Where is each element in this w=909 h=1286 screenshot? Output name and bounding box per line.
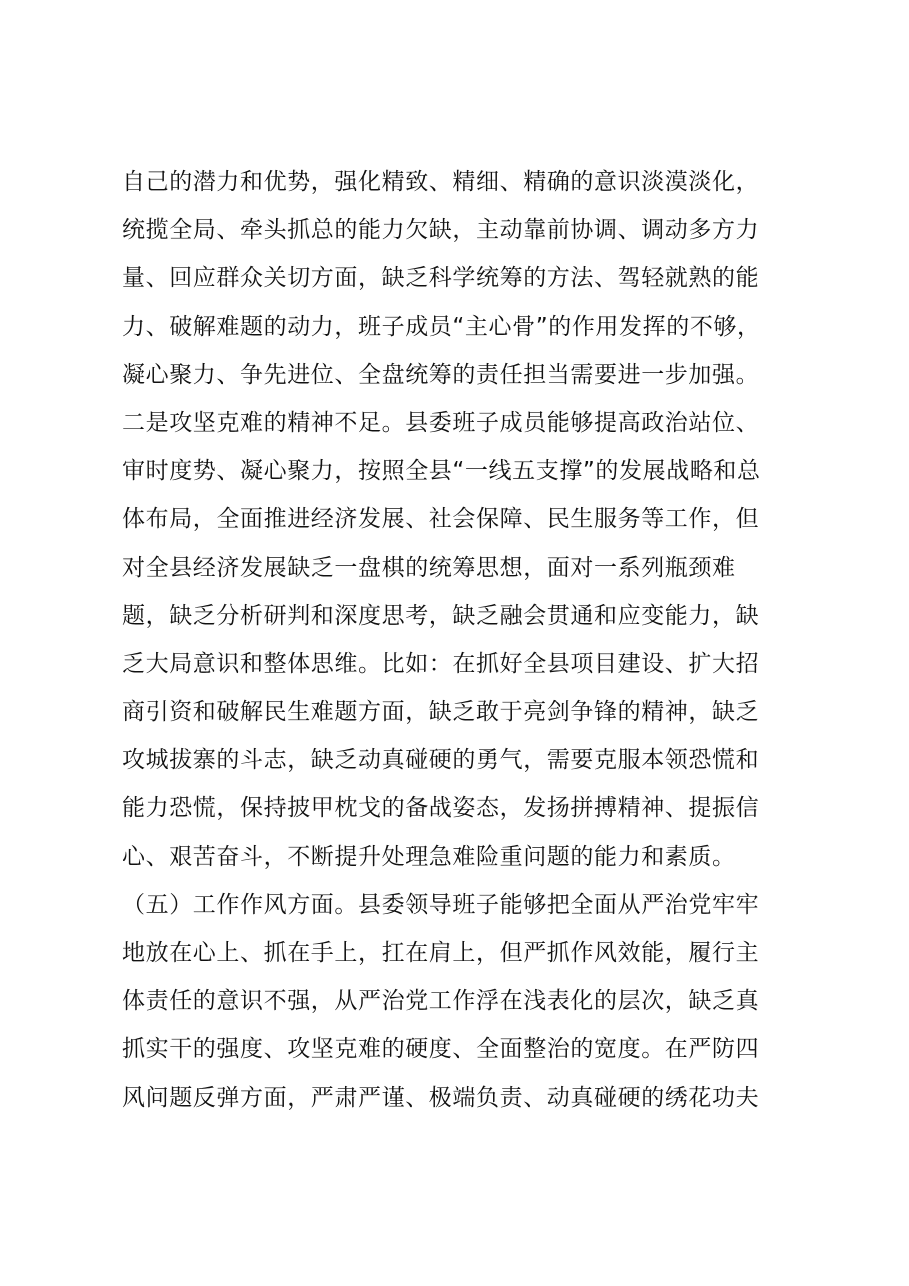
- text-line: 二是攻坚克难的精神不足。县委班子成员能够提高政治站位、: [122, 409, 760, 436]
- text-line: 商引资和破解民生难题方面，缺乏敢于亮剑争锋的精神，缺乏: [122, 699, 760, 726]
- text-line: 乏大局意识和整体思维。比如：在抓好全县项目建设、扩大招: [122, 650, 760, 677]
- text-line: 体责任的意识不强，从严治党工作浮在浅表化的层次，缺乏真: [122, 988, 760, 1015]
- text-line: 力、破解难题的动力，班子成员“主心骨”的作用发挥的不够，: [122, 313, 761, 340]
- text-line: 心、艰苦奋斗，不断提升处理急难险重问题的能力和素质。: [122, 843, 736, 870]
- text-line: 攻城拔寨的斗志，缺乏动真碰硬的勇气，需要克服本领恐慌和: [122, 747, 760, 774]
- text-line: （五）工作作风方面。县委领导班子能够把全面从严治党牢牢: [122, 891, 760, 918]
- text-line: 凝心聚力、争先进位、全盘统筹的责任担当需要进一步加强。: [122, 361, 760, 388]
- text-line: 对全县经济发展缺乏一盘棋的统筹思想，面对一系列瓶颈难: [122, 554, 736, 581]
- text-line: 风问题反弹方面，严肃严谨、极端负责、动真碰硬的绣花功夫: [122, 1084, 760, 1111]
- text-line: 题，缺乏分析研判和深度思考，缺乏融会贯通和应变能力，缺: [122, 602, 760, 629]
- text-line: 能力恐慌，保持披甲枕戈的备战姿态，发扬拼搏精神、提振信: [122, 795, 760, 822]
- text-line: 地放在心上、抓在手上，扛在肩上，但严抓作风效能，履行主: [122, 940, 760, 966]
- text-line: 抓实干的强度、攻坚克难的硬度、全面整治的宽度。在严防四: [122, 1036, 760, 1063]
- text-line: 统揽全局、牵头抓总的能力欠缺，主动靠前协调、调动多方力: [122, 217, 760, 244]
- text-line: 审时度势、凝心聚力，按照全县“一线五支撑”的发展战略和总: [122, 458, 761, 485]
- text-line: 体布局，全面推进经济发展、社会保障、民生服务等工作，但: [122, 506, 760, 533]
- text-line: 自己的潜力和优势，强化精致、精细、精确的意识淡漠淡化，: [122, 169, 760, 195]
- text-line: 量、回应群众关切方面，缺乏科学统筹的方法、驾轻就熟的能: [122, 265, 760, 292]
- body-text: [122, 158, 802, 1122]
